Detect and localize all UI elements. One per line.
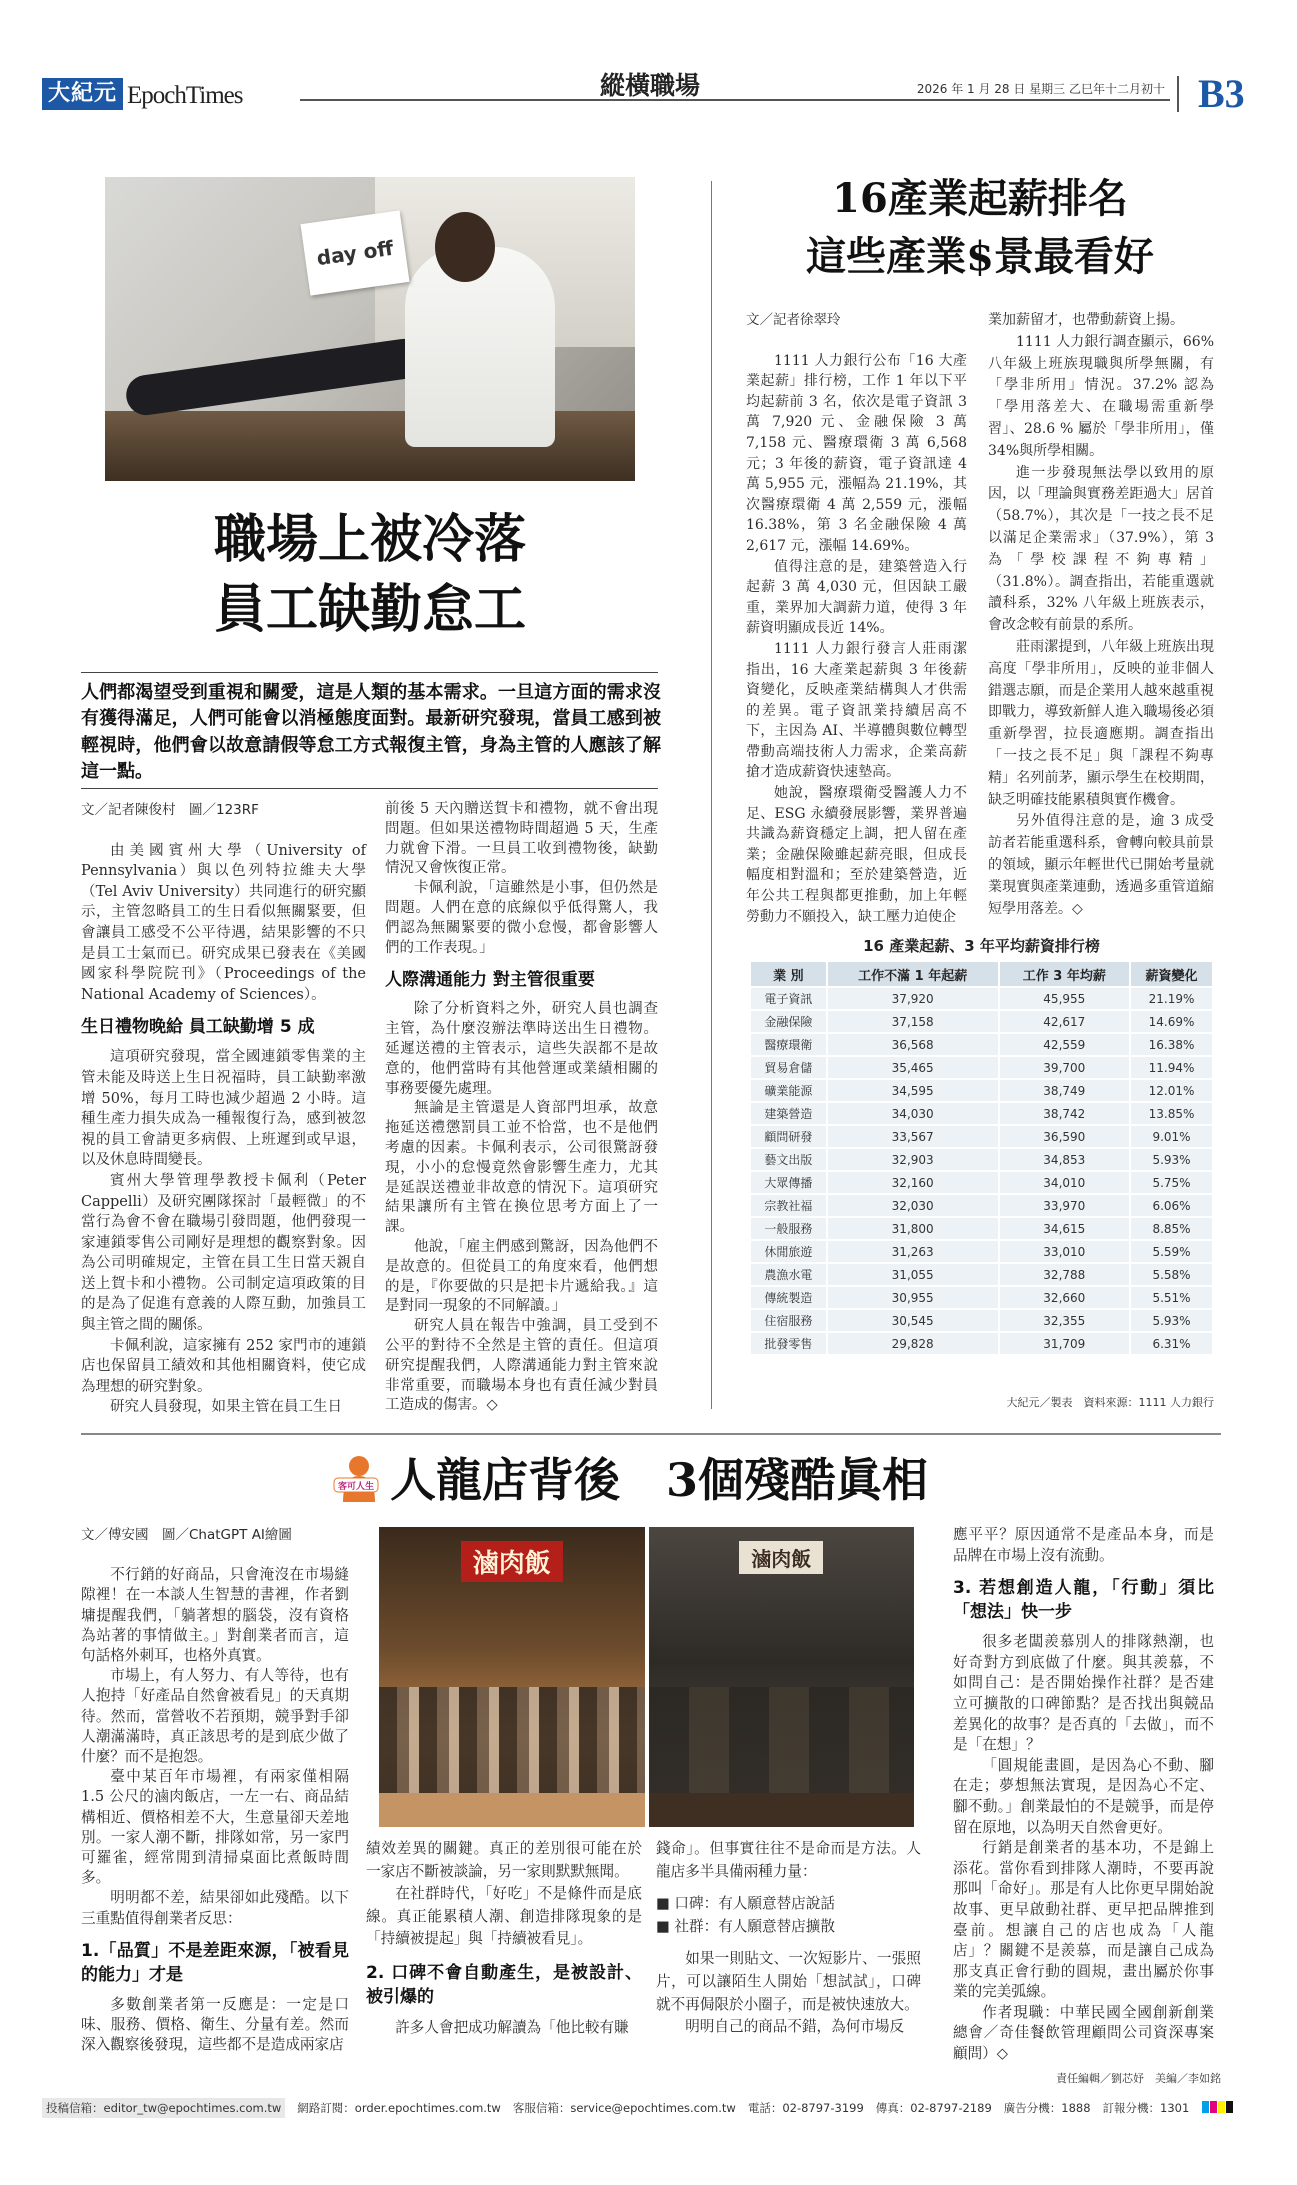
change-cell: 12.01% [1131,1080,1212,1101]
column-header: 薪資變化 [1131,962,1212,986]
starting-salary-cell: 32,160 [828,1172,998,1193]
starting-salary-cell: 32,903 [828,1149,998,1170]
table-row [751,1264,1212,1285]
paragraph: 臺中某百年市場裡，有兩家僅相隔 1.5 公尺的滷肉飯店，一左一右、商品結構相近、價格相差不大，生意量卻天差地別。一家人潮不斷，排隊如常，另一家門可羅雀，經常閒到清掃桌面比煮飯時間多。 [81,1768,349,1887]
change-cell: 6.31% [1131,1333,1212,1354]
column-header: 工作 3 年均薪 [1000,962,1129,986]
table-row [751,1287,1212,1308]
paragraph: 業加薪留才，也帶動薪資上揚。 [988,312,1184,328]
table-row [751,1195,1212,1216]
section-title: 縱橫職場 [599,71,700,100]
industry-cell: 電子資訊 [751,988,826,1009]
article2-headline [730,170,1230,286]
paragraph: 前後 5 天內贈送賀卡和禮物，就不會出現問題。但如果送禮物時間超過 5 天，生產力就會下滑。一旦員工收到禮物後，缺勤情況又會恢復正常。 [385,801,658,877]
starting-salary-cell: 36,568 [828,1034,998,1055]
industry-cell: 農漁水電 [751,1264,826,1285]
paragraph: 卡佩利說，「這雖然是小事，但仍然是問題。人們在意的底線似乎低得驚人，我們認為無關緊要的微小怠慢，都會影響人們的工作表現。」 [385,880,658,956]
subheading: 生日禮物晚給 員工缺勤增 5 成 [81,1017,315,1038]
change-cell: 5.58% [1131,1264,1212,1285]
table-row [751,1011,1212,1032]
photo-desk [105,411,635,481]
table-row [751,1218,1212,1239]
headline-line: 這些產業$景最看好 [806,233,1154,280]
article1-column-2 [385,800,658,1416]
three-year-salary-cell: 32,660 [1000,1287,1129,1308]
industry-cell: 顧問研發 [751,1126,826,1147]
editor-credits: 責任編輯／劉芯妤 美編／李如銘 [1056,2072,1221,2085]
three-year-salary-cell: 42,617 [1000,1011,1129,1032]
starting-salary-cell: 35,465 [828,1057,998,1078]
change-cell: 5.75% [1131,1172,1212,1193]
industry-cell: 住宿服務 [751,1310,826,1331]
article1-headline [100,505,640,645]
bullet-item: ■ 社群：有人願意替店擴散 [656,1917,835,1935]
industry-cell: 貿易倉儲 [751,1057,826,1078]
column-header: 業 別 [751,962,826,986]
paragraph: 研究人員發現，如果主管在員工生日 [110,1399,342,1416]
restaurant-sign: 滷肉飯 [461,1541,563,1582]
three-year-salary-cell: 34,615 [1000,1218,1129,1239]
busy-restaurant [379,1527,645,1827]
starting-salary-cell: 33,567 [828,1126,998,1147]
paragraph: 如果一則貼文、一次短影片、一張照片，可以讓陌生人開始「想試試」，口碑就不再侷限於小圈子，而是被快速放大。 [656,1950,921,2013]
photo-legs [124,336,427,417]
day-off-photo [105,177,635,481]
headline-line: 職場上被冷落 [213,509,526,570]
section-divider [81,1433,1221,1435]
industry-cell: 大眾傳播 [751,1172,826,1193]
article2-column-1 [746,310,967,927]
starting-salary-cell: 30,545 [828,1310,998,1331]
table-row [751,1080,1212,1101]
paragraph: 1111 人力銀行發言人莊雨潔指出，16 大產業起薪與 3 年後薪資變化，反映產業結構與人才供需的差異。電子資訊業持續居高不下，主因為 AI、半導體與數位轉型帶動高端技術人力需求，企業高薪搶才造成薪資快速墊高。 [746,640,967,781]
footer-service-email[interactable]: 客服信箱：service@epochtimes.com.tw [512,2101,736,2115]
footer-subscription-url[interactable]: 網路訂閱：order.epochtimes.com.tw [297,2101,501,2115]
logo-chinese: 大紀元 [42,78,123,110]
paragraph: 在社群時代，「好吃」不是條件而是底線。真正能累積人潮、創造排隊現象的是「持續被提起」與「持續被看見」。 [366,1885,642,1948]
paragraph: 莊雨潔提到，八年級上班族出現高度「學非所用」，反映的並非個人錯選志願，而是企業用人越來越重視即戰力，導致新鮮人進入職場後必須重新學習，拉長適應期。調查指出「一技之長不足」與「課程不夠專精」名列前茅，顯示學生在校期間，缺乏明確技能累積與實作機會。 [988,638,1214,808]
article3-column-2 [366,1838,642,2040]
photo-head [435,212,495,282]
column-header: 工作不滿 1 年起薪 [828,962,998,986]
starting-salary-cell: 29,828 [828,1333,998,1354]
three-year-salary-cell: 36,590 [1000,1126,1129,1147]
starting-salary-cell: 37,920 [828,988,998,1009]
paragraph: 明明都不差，結果卻如此殘酷。以下三重點值得創業者反思： [81,1889,349,1927]
photo-counter [649,1793,915,1827]
photo-counter [379,1793,645,1827]
paragraph: 卡佩利說，這家擁有 252 家門市的連鎖店也保留員工績效和其他相關資料，使它成為理想的研究對象。 [81,1337,366,1395]
column-divider [711,181,712,1409]
change-cell: 13.85% [1131,1103,1212,1124]
restaurant-sign: 滷肉飯 [739,1541,823,1574]
change-cell: 14.69% [1131,1011,1212,1032]
byline: 文／記者陳俊村 圖／123RF [81,802,259,818]
bullet-list [656,1893,921,1938]
paragraph: 明明自己的商品不錯，為何市場反 [685,2018,905,2036]
three-year-salary-cell: 42,559 [1000,1034,1129,1055]
article3-column-1 [81,1525,349,2055]
paragraph: 不行銷的好商品，只會淹沒在市場縫隙裡！在一本談人生智慧的書裡，作者劉墉提醒我們，「躺著想的腦袋，沒有資格為站著的事情做主。」對創業者而言，這句話格外刺耳，也格外真實。 [81,1566,349,1665]
table-header-row [751,962,1212,986]
table-source: 大紀元／製表 資料來源：1111 人力銀行 [1006,1396,1214,1409]
subheading: 2. 口碑不會自動產生，是被設計、被引爆的 [366,1962,642,2007]
article3-headline: 人龍店背後 3個殘酷眞相 [390,1453,929,1507]
byline: 文／傅安國 圖／ChatGPT AI繪圖 [81,1527,292,1543]
footer-submission-email[interactable]: 投稿信箱：editor_tw@epochtimes.com.tw [42,2098,285,2118]
paragraph: 除了分析資料之外，研究人員也調查主管，為什麼沒辦法準時送出生日禮物。延遲送禮的主管表示，這些失誤都不是故意的，他們當時有其他營運或業績相關的事務要優先處理。 [385,1001,658,1097]
color-swatch [1210,2101,1217,2113]
epoch-times-logo [42,78,243,110]
paragraph: 這項研究發現，當全國連鎖零售業的主管未能及時送上生日祝福時，員工缺勤率激增 50%，每月工時也減少超過 2 小時。這種生產力損失成為一種報復行為，感到被忽視的員工會請更多病假、上班遲到或早退，以及休息時間變長。 [81,1049,366,1169]
change-cell: 8.85% [1131,1218,1212,1239]
paragraph: 1111 人力銀行公布「16 大產業起薪」排行榜，工作 1 年以下平均起薪前 3 名，依次是電子資訊 3 萬 7,920 元、金融保險 3 萬 7,158 元、醫療環衛 3 萬 6,568 元；3 年後的薪資，電子資訊達 4 萬 5,955 元，漲幅為 21.19%，其次醫療環衛 4 萬 2,559 元，漲幅 16.38%，第 3 名金融保險 4 萬 2,617 元，漲幅 14.69%。 [746,352,967,554]
article1-lead: 人們都渴望受到重視和關愛，這是人類的基本需求。一旦這方面的需求沒有獲得滿足，人們可能會以消極態度面對。最新研究發現，當員工感到被輕視時，他們會以故意請假等怠工方式報復主管，身為主管的人應該了解這一點。 [81,682,661,783]
change-cell: 5.59% [1131,1241,1212,1262]
industry-cell: 傳統製造 [751,1287,826,1308]
paragraph: 行銷是創業者的基本功，不是錦上添花。當你看到排隊人潮時，不要再說那叫「命好」。那是有人比你更早開始說故事、更早啟動社群、更早把品牌推到臺前。想讓自己的店也成為「人龍店」？關鍵不是羨慕，而是讓自己成為那支真正會行動的圓規，畫出屬於你事業的完美弧線。 [953,1839,1214,2001]
photo-day-off-sign: day off [300,210,409,295]
table-row [751,1126,1212,1147]
footer-phone: 電話：02-8797-3199 [747,2101,864,2115]
starting-salary-cell: 31,263 [828,1241,998,1262]
starting-salary-cell: 32,030 [828,1195,998,1216]
table-row [751,1034,1212,1055]
footer-fax: 傳真：02-8797-2189 [875,2101,992,2115]
footer-contacts [42,2098,1272,2118]
industry-cell: 一般服務 [751,1218,826,1239]
table-row [751,1172,1212,1193]
table-row [751,1310,1212,1331]
table-row [751,988,1212,1009]
three-year-salary-cell: 38,749 [1000,1080,1129,1101]
photo-crowd [379,1687,645,1797]
three-year-salary-cell: 34,010 [1000,1172,1129,1193]
change-cell: 5.51% [1131,1287,1212,1308]
article3-column-3 [656,1838,921,2039]
paragraph: 「圓規能畫圓，是因為心不動、腳在走；夢想無法實現，是因為心不定、腳不動。」創業最怕的不是競爭，而是停留在原地，以為明天自然會更好。 [953,1756,1214,1836]
color-swatch [1218,2101,1225,2113]
starting-salary-cell: 34,595 [828,1080,998,1101]
industry-cell: 休閒旅遊 [751,1241,826,1262]
print-color-bar [1201,2101,1233,2116]
table-row [751,1149,1212,1170]
issue-date: 2026 年 1 月 28 日 星期三 乙巳年十二月初十 [916,82,1165,96]
restaurants-photo [379,1527,914,1827]
table-row [751,1103,1212,1124]
paragraph: 應平平？原因通常不是產品本身，而是品牌在市場上沒有流動。 [953,1526,1214,1564]
table-title: 16 產業起薪、3 年平均薪資排行榜 [863,937,1100,955]
change-cell: 16.38% [1131,1034,1212,1055]
three-year-salary-cell: 32,355 [1000,1310,1129,1331]
change-cell: 5.93% [1131,1149,1212,1170]
starting-salary-cell: 34,030 [828,1103,998,1124]
starting-salary-cell: 31,055 [828,1264,998,1285]
bullet-item: ■ 口碑：有人願意替店說話 [656,1895,835,1913]
masthead-divider [1177,76,1179,112]
starting-salary-cell: 30,955 [828,1287,998,1308]
starting-salary-cell: 31,800 [828,1218,998,1239]
paragraph: 她說，醫療環衛受醫護人力不足、ESG 永續發展影響，業界普遍共識為薪資穩定上調，把人留在產業；金融保險雖起薪亮眼，但成長幅度相對溫和；至於建築營造，近年公共工程與都更推動，加上年輕勞動力不願投入，缺工壓力迫使企 [746,785,967,925]
paragraph: 市場上，有人努力、有人等待，也有人抱持「好產品自然會被看見」的天真期待。然而，當營收不若預期，競爭對手卻人潮滿滿時，真正該思考的是到底少做了什麼？而不是抱怨。 [81,1667,349,1766]
paragraph: 錢命」。但事實往往不是命而是方法。人龍店多半具備兩種力量： [656,1840,921,1880]
change-cell: 9.01% [1131,1126,1212,1147]
headline-line: 員工缺勤怠工 [213,579,526,640]
industry-cell: 批發零售 [751,1333,826,1354]
change-cell: 6.06% [1131,1195,1212,1216]
paragraph: 由美國賓州大學（University of Pennsylvania）與以色列特拉維夫大學（Tel Aviv University）共同進行的研究顯示，主管忽略員工的生日看似無關緊要，但會讓員工感受不公平待遇，結果影響的不只是員工士氣而已。研究成果已發表在《美國國家科學院院刊》（Proceedings of the National Academy of Sciences）。 [81,842,366,1003]
paragraph: 1111 人力銀行調查顯示，66% 八年級上班族現職與所學無關，有「學非所用」情況。37.2% 認為「學用落差大、在職場需重新學習」、28.6 % 屬於「學非所用」，僅 34%與所學相關。 [988,333,1214,459]
paragraph: 另外值得注意的是，逾 3 成受訪者若能重選科系，會轉向較具前景的領域，顯示年輕世代已開始考量就業現實與產業連動，透過多重管道縮短學用落差。◇ [988,813,1214,917]
three-year-salary-cell: 31,709 [1000,1333,1129,1354]
paragraph: 研究人員在報告中強調，員工受到不公平的對待不全然是主管的責任。但這項研究提醒我們，人際溝通能力對主管來說非常重要，而職場本身也有責任減少對員工造成的傷害。◇ [385,1318,658,1414]
color-swatch [1226,2101,1233,2113]
change-cell: 5.93% [1131,1310,1212,1331]
lead-rule-top [81,672,658,673]
paragraph: 進一步發現無法學以致用的原因，以「理論與實務差距過大」居首（58.7%），其次是「一技之長不足以滿足企業需求」（37.9%），第 3 為「學校課程不夠專精」（31.8%）。調查指出，若能重選就讀科系，32% 八年級上班族表示，會改念較有前景的系所。 [988,464,1214,634]
badge-text: 客可人生 [337,1482,375,1492]
paragraph: 多數創業者第一反應是：一定是口味、服務、價格、衛生、分量有差。然而深入觀察後發現，這些都不是造成兩家店 [81,1995,349,2054]
byline: 文／記者徐翠玲 [746,312,841,328]
paragraph: 作者現職：中華民國全國創新創業總會／奇佳餐飲管理顧問公司資深專案顧問）◇ [953,2003,1214,2063]
color-swatch [1202,2101,1209,2113]
three-year-salary-cell: 33,010 [1000,1241,1129,1262]
footer-subscription-ext: 訂報分機：1301 [1102,2101,1190,2115]
table-row [751,1241,1212,1262]
footer-ad-ext: 廣告分機：1888 [1003,2101,1091,2115]
three-year-salary-cell: 38,742 [1000,1103,1129,1124]
change-cell: 11.94% [1131,1057,1212,1078]
paragraph: 值得注意的是，建築營造入行起薪 3 萬 4,030 元，但因缺工嚴重，業界加大調薪力道，使得 3 年薪資明顯成長近 14%。 [746,558,967,637]
paragraph: 許多人會把成功解讀為「他比較有賺 [395,2018,629,2036]
quiet-restaurant [649,1527,915,1827]
lead-rule-bottom [81,788,658,789]
three-year-salary-cell: 45,955 [1000,988,1129,1009]
paragraph: 很多老闆羨慕別人的排隊熱潮，也好奇對方到底做了什麼。與其羨慕，不如問自己：是否開始操作社群？是否建立可擴散的口碑節點？是否找出與競品差異化的故事？是否真的「去做」，而不是「在想」？ [953,1633,1214,1754]
industry-cell: 建築營造 [751,1103,826,1124]
industry-cell: 宗教社福 [751,1195,826,1216]
three-year-salary-cell: 34,853 [1000,1149,1129,1170]
subheading: 3. 若想創造人龍，「行動」須比「想法」快一步 [953,1578,1214,1623]
change-cell: 21.19% [1131,988,1212,1009]
industry-cell: 金融保險 [751,1011,826,1032]
paragraph: 無論是主管還是人資部門坦承，故意拖延送禮懲罰員工並不恰當，也不是他們考慮的因素。卡佩利表示，公司很驚訝發現，小小的怠慢竟然會影響生產力，尤其是延誤送禮並非故意的情況下。這項研究結果讓所有主管在換位思考方面上了一課。 [385,1100,658,1236]
three-year-salary-cell: 39,700 [1000,1057,1129,1078]
subheading: 1.「品質」不是差距來源，「被看見的能力」才是 [81,1940,349,1985]
three-year-salary-cell: 32,788 [1000,1264,1129,1285]
industry-cell: 礦業能源 [751,1080,826,1101]
photo-tables [649,1687,915,1797]
paragraph: 績效差異的關鍵。真正的差別很可能在於一家店不斷被談論，另一家則默默無聞。 [366,1840,642,1880]
logo-english: EpochTimes [127,82,243,109]
starting-salary-cell: 37,158 [828,1011,998,1032]
article2-column-2 [988,310,1214,920]
three-year-salary-cell: 33,970 [1000,1195,1129,1216]
paragraph: 他說，「雇主們感到驚訝，因為他們不是故意的。但從員工的角度來看，他們想的是，『你要做的只是把卡片遞給我。』這是對同一現象的不同解讀。」 [385,1238,658,1315]
article3-column-4 [953,1525,1214,2065]
article1-column-1 [81,800,366,1418]
column-badge-icon [333,1452,379,1502]
industry-cell: 藝文出版 [751,1149,826,1170]
table-row [751,1333,1212,1354]
subheading: 人際溝通能力 對主管很重要 [385,970,595,991]
table-row [751,1057,1212,1078]
salary-table [749,960,1214,1356]
page-number: B3 [1198,71,1245,116]
paragraph: 賓州大學管理學教授卡佩利（Peter Cappelli）及研究團隊探討「最輕微」的不當行為會不會在職場引發問題，他們發現一家連鎖零售公司剛好是理想的觀察對象。因為公司明確規定，主管在員工生日當天親自送上賀卡和小禮物。公司制定這項政策的目的是為了促進有意義的人際互動，加強員工與主管之間的關係。 [81,1172,366,1334]
industry-cell: 醫療環衛 [751,1034,826,1055]
headline-line: 16產業起薪排名 [832,175,1128,222]
